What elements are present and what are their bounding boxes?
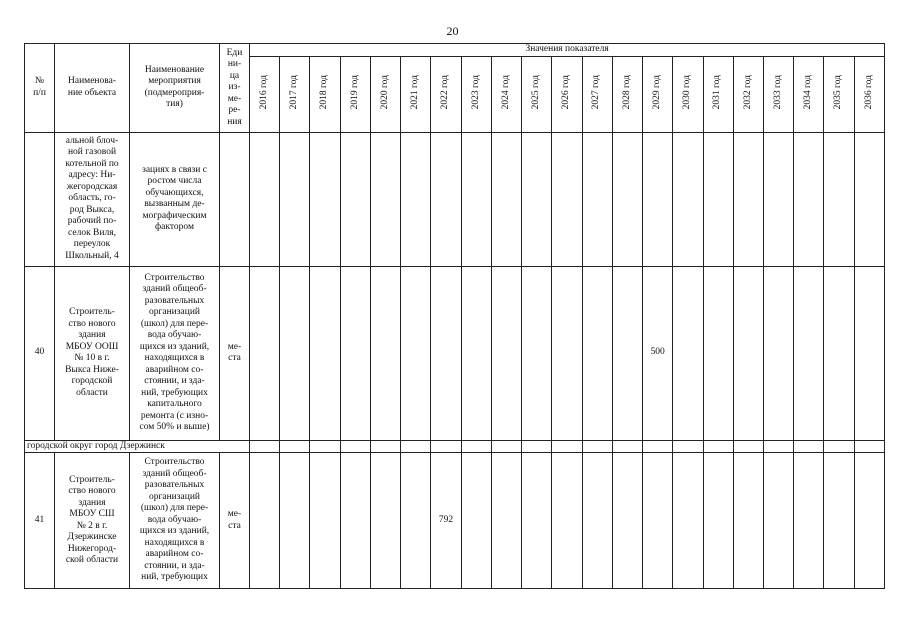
value-cell bbox=[794, 453, 824, 589]
header-year bbox=[370, 56, 400, 132]
value-cell bbox=[370, 453, 400, 589]
header-year bbox=[763, 56, 793, 132]
year-label: 2030 год bbox=[682, 74, 693, 109]
header-year bbox=[250, 56, 280, 132]
year-label: 2020 год bbox=[379, 74, 390, 109]
header-row-1 bbox=[25, 44, 885, 57]
row-object: Строитель- ство нового здания МБОУ ООШ № 10 в г. Выкса Ниже- городской области bbox=[55, 266, 130, 440]
value-cell bbox=[340, 266, 370, 440]
value-cell bbox=[491, 453, 521, 589]
value-cell bbox=[854, 266, 885, 440]
region-value-cell bbox=[280, 440, 310, 453]
region-value-cell bbox=[250, 440, 280, 453]
value-cell bbox=[582, 132, 612, 266]
region-value-cell bbox=[431, 440, 461, 453]
table-row bbox=[25, 132, 885, 266]
year-label: 2031 год bbox=[712, 74, 723, 109]
value-cell bbox=[612, 266, 642, 440]
year-label: 2021 год bbox=[410, 74, 421, 109]
row-num: 41 bbox=[25, 453, 55, 589]
header-year bbox=[522, 56, 552, 132]
value-cell bbox=[733, 453, 763, 589]
value-cell bbox=[491, 132, 521, 266]
value-cell bbox=[612, 453, 642, 589]
header-year bbox=[310, 56, 340, 132]
value-cell bbox=[733, 266, 763, 440]
year-label: 2024 год bbox=[500, 74, 511, 109]
region-value-cell bbox=[340, 440, 370, 453]
value-cell bbox=[703, 453, 733, 589]
value-cell bbox=[310, 132, 340, 266]
value-cell bbox=[250, 453, 280, 589]
header-year bbox=[673, 56, 703, 132]
value-cell bbox=[794, 132, 824, 266]
row-unit bbox=[220, 132, 250, 266]
year-label: 2019 год bbox=[349, 74, 360, 109]
value-cell bbox=[552, 266, 582, 440]
region-value-cell bbox=[763, 440, 793, 453]
region-value-cell bbox=[733, 440, 763, 453]
header-object: Наименова- ние объекта bbox=[55, 44, 130, 133]
header-year bbox=[733, 56, 763, 132]
header-values: Значения показателя bbox=[250, 44, 885, 57]
value-cell bbox=[340, 132, 370, 266]
header-unit: Еди ни- ца из- ме- ре- ния bbox=[220, 44, 250, 133]
region-value-cell bbox=[522, 440, 552, 453]
year-label: 2025 год bbox=[530, 74, 541, 109]
region-value-cell bbox=[794, 440, 824, 453]
header-year bbox=[401, 56, 431, 132]
year-label: 2017 год bbox=[289, 74, 300, 109]
header-year bbox=[280, 56, 310, 132]
region-value-cell bbox=[703, 440, 733, 453]
value-cell bbox=[370, 132, 400, 266]
value-cell bbox=[401, 132, 431, 266]
header-year bbox=[431, 56, 461, 132]
row-event: зациях в связи с ростом числа обучающихся, вызванным де- мографическим фактором bbox=[130, 132, 220, 266]
table-row bbox=[25, 453, 885, 589]
value-cell bbox=[703, 132, 733, 266]
value-cell bbox=[401, 453, 431, 589]
region-value-cell bbox=[854, 440, 885, 453]
year-label: 2035 год bbox=[833, 74, 844, 109]
value-cell bbox=[461, 266, 491, 440]
header-year bbox=[340, 56, 370, 132]
year-label: 2029 год bbox=[651, 74, 662, 109]
region-value-cell bbox=[370, 440, 400, 453]
year-label: 2034 год bbox=[803, 74, 814, 109]
value-cell bbox=[431, 132, 461, 266]
value-cell bbox=[552, 453, 582, 589]
value-cell bbox=[370, 266, 400, 440]
row-object: альной блоч- ной газовой котельной по адресу: Ни- жегородская область, го- род Выкса, рабочий по- селок Виля, переулок Школьный, 4 bbox=[55, 132, 130, 266]
value-cell bbox=[673, 266, 703, 440]
year-label: 2022 год bbox=[440, 74, 451, 109]
value-cell bbox=[854, 453, 885, 589]
year-label: 2023 год bbox=[470, 74, 481, 109]
row-unit: ме- ста bbox=[220, 266, 250, 440]
region-value-cell bbox=[552, 440, 582, 453]
header-event: Наименование мероприятия (подмероприя- тия) bbox=[130, 44, 220, 133]
value-cell bbox=[522, 266, 552, 440]
region-value-cell bbox=[612, 440, 642, 453]
value-cell bbox=[522, 132, 552, 266]
value-cell bbox=[280, 266, 310, 440]
value-cell bbox=[824, 266, 854, 440]
year-label: 2028 год bbox=[621, 74, 632, 109]
value-cell bbox=[612, 132, 642, 266]
value-cell bbox=[401, 266, 431, 440]
value-cell bbox=[280, 132, 310, 266]
value-cell bbox=[491, 266, 521, 440]
page-number: 20 bbox=[446, 24, 459, 38]
row-object: Строитель- ство нового здания МБОУ СШ № 2 в г. Дзержинске Нижегород- ской области bbox=[55, 453, 130, 589]
value-cell bbox=[824, 453, 854, 589]
value-cell bbox=[552, 132, 582, 266]
indicator-table bbox=[24, 43, 885, 589]
region-value-cell bbox=[401, 440, 431, 453]
header-year bbox=[824, 56, 854, 132]
region-row bbox=[25, 440, 885, 453]
year-label: 2032 год bbox=[742, 74, 753, 109]
value-cell bbox=[703, 266, 733, 440]
value-cell bbox=[250, 132, 280, 266]
year-label: 2026 год bbox=[561, 74, 572, 109]
region-label: городской округ город Дзержинск bbox=[25, 440, 250, 453]
region-value-cell bbox=[824, 440, 854, 453]
value-cell bbox=[824, 132, 854, 266]
region-value-cell bbox=[491, 440, 521, 453]
value-cell bbox=[673, 132, 703, 266]
value-cell bbox=[582, 266, 612, 440]
value-cell bbox=[643, 453, 673, 589]
region-value-cell bbox=[461, 440, 491, 453]
year-label: 2036 год bbox=[863, 74, 874, 109]
value-cell bbox=[763, 132, 793, 266]
region-value-cell bbox=[582, 440, 612, 453]
row-num: 40 bbox=[25, 266, 55, 440]
value-cell bbox=[310, 453, 340, 589]
header-year bbox=[552, 56, 582, 132]
value-cell: 792 bbox=[431, 453, 461, 589]
value-cell: 500 bbox=[643, 266, 673, 440]
row-event: Строительство зданий общеоб- разовательных организаций (школ) для пере- вода обучаю- щихся из зданий, находящихся в аварийном со- стоянии, и зда- ний, требующих капитального ремонта (с изно- сом 50% и выше) bbox=[130, 266, 220, 440]
value-cell bbox=[582, 453, 612, 589]
value-cell bbox=[643, 132, 673, 266]
region-value-cell bbox=[643, 440, 673, 453]
row-event: Строительство зданий общеоб- разовательных организаций (школ) для пере- вода обучаю- щихся из зданий, находящихся в аварийном со- стоянии, и зда- ний, требующих bbox=[130, 453, 220, 589]
value-cell bbox=[763, 266, 793, 440]
header-year bbox=[643, 56, 673, 132]
value-cell bbox=[431, 266, 461, 440]
value-cell bbox=[310, 266, 340, 440]
header-year bbox=[794, 56, 824, 132]
value-cell bbox=[280, 453, 310, 589]
value-cell bbox=[461, 132, 491, 266]
year-label: 2027 год bbox=[591, 74, 602, 109]
row-unit: ме- ста bbox=[220, 453, 250, 589]
header-year bbox=[854, 56, 885, 132]
value-cell bbox=[763, 453, 793, 589]
region-value-cell bbox=[673, 440, 703, 453]
row-num bbox=[25, 132, 55, 266]
value-cell bbox=[794, 266, 824, 440]
header-year bbox=[461, 56, 491, 132]
value-cell bbox=[461, 453, 491, 589]
value-cell bbox=[854, 132, 885, 266]
year-label: 2033 год bbox=[772, 74, 783, 109]
value-cell bbox=[340, 453, 370, 589]
year-label: 2016 год bbox=[258, 74, 269, 109]
value-cell bbox=[733, 132, 763, 266]
header-year bbox=[582, 56, 612, 132]
year-label: 2018 год bbox=[319, 74, 330, 109]
header-year bbox=[612, 56, 642, 132]
value-cell bbox=[522, 453, 552, 589]
header-num: № п/п bbox=[25, 44, 55, 133]
header-year bbox=[703, 56, 733, 132]
table-row bbox=[25, 266, 885, 440]
value-cell bbox=[250, 266, 280, 440]
region-value-cell bbox=[310, 440, 340, 453]
header-year bbox=[491, 56, 521, 132]
value-cell bbox=[673, 453, 703, 589]
